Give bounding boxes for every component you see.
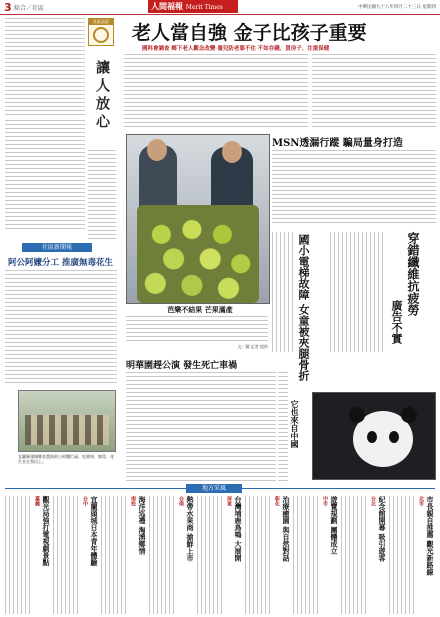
community-tag: 社區新聞報 [22, 243, 92, 252]
section-label: 綜合／社區 [14, 5, 45, 12]
left-article-mid [5, 120, 85, 230]
left-article-top [5, 18, 85, 118]
elevator-body-right [330, 232, 384, 352]
panda-body [278, 372, 288, 482]
fiber-headline: 穿錯纖維抗疲勞 [406, 232, 420, 316]
msn-body [272, 150, 436, 225]
elevator-body-left [272, 232, 294, 352]
bottom-col-6: 遊覽規劃 團體成立 中市 [293, 496, 339, 614]
fiber-subhead: 廣告不實 [390, 300, 403, 344]
bottom-col-2: 海洋巡禮 淘湧鄉情 南投 [101, 496, 147, 614]
issue-date: 中華民國九十八年四月二十三日 星期四 [358, 5, 436, 10]
bottom-col-1: 宜蘭頭城日本青年體驗 台中 [53, 496, 99, 614]
photo-caption-title: 芭樂不結果 芒果滿產 [167, 306, 233, 314]
logo-text: 人間福報 [151, 1, 183, 11]
bottom-col-7: 紀念館開幕 吸引遊客 台北 [341, 496, 387, 614]
msn-headline: MSN透漏行蹤 騙局量身打造 [272, 138, 403, 149]
main-photo [126, 134, 270, 304]
page-number: 3 [4, 1, 12, 14]
corner-badge: 社區訴語 [88, 18, 114, 46]
logo-en: Merit Times [185, 4, 223, 11]
sub-headline: 國科會調查 鄉下老人觀念改變 養兒防老靠不住 不如存錢、買房子、注重保健 [142, 46, 330, 52]
photo-byline: 文／圖 記者 提供 [237, 344, 268, 349]
bottom-columns [5, 496, 435, 614]
bottom-col-4: 台灣埔鹿鳥鳴 大展開 屏東 [197, 496, 243, 614]
badge-icon [93, 27, 109, 43]
fruit-basket [137, 205, 259, 303]
elevator-headline: 國小電梯故障 女童被夾腿骨折 [297, 234, 310, 381]
community-caption: 宜蘭縣頭城鄉老農與阿公阿嬤忙碌，吃健康、無毒、花生長在我田上。 [18, 454, 114, 464]
community-title: 阿公阿嬤分工 推廣無毒花生 [8, 258, 113, 268]
masthead-logo[interactable] [148, 0, 238, 13]
bottom-col-3: 熱帶水果商 搶鮮上市 台南 [149, 496, 195, 614]
column-title: 讓人放心 [94, 60, 110, 132]
left-column-text [88, 150, 116, 240]
bottom-col-8: 市長親自推薦 觀光新路線 北市 [389, 496, 435, 614]
bottom-col-0: 觀光局強打電視劇景點 嘉義 [5, 496, 51, 614]
main-headline: 老人當自強 金子比孩子重要 [132, 22, 367, 44]
opera-headline: 明華園趕公演 發生死亡車禍 [126, 361, 238, 371]
main-article-body [124, 54, 308, 129]
right-article-body [312, 54, 436, 129]
photo-caption-body [126, 316, 268, 344]
panda-caption: 它也來自中國 [290, 400, 300, 448]
opera-body [126, 372, 276, 482]
community-body [5, 270, 117, 385]
community-photo [18, 390, 116, 452]
panda-photo [312, 392, 436, 480]
bottom-col-5: 治療癒園 與自然對話 彰化 [245, 496, 291, 614]
local-bar: 地方采風 [186, 484, 242, 493]
